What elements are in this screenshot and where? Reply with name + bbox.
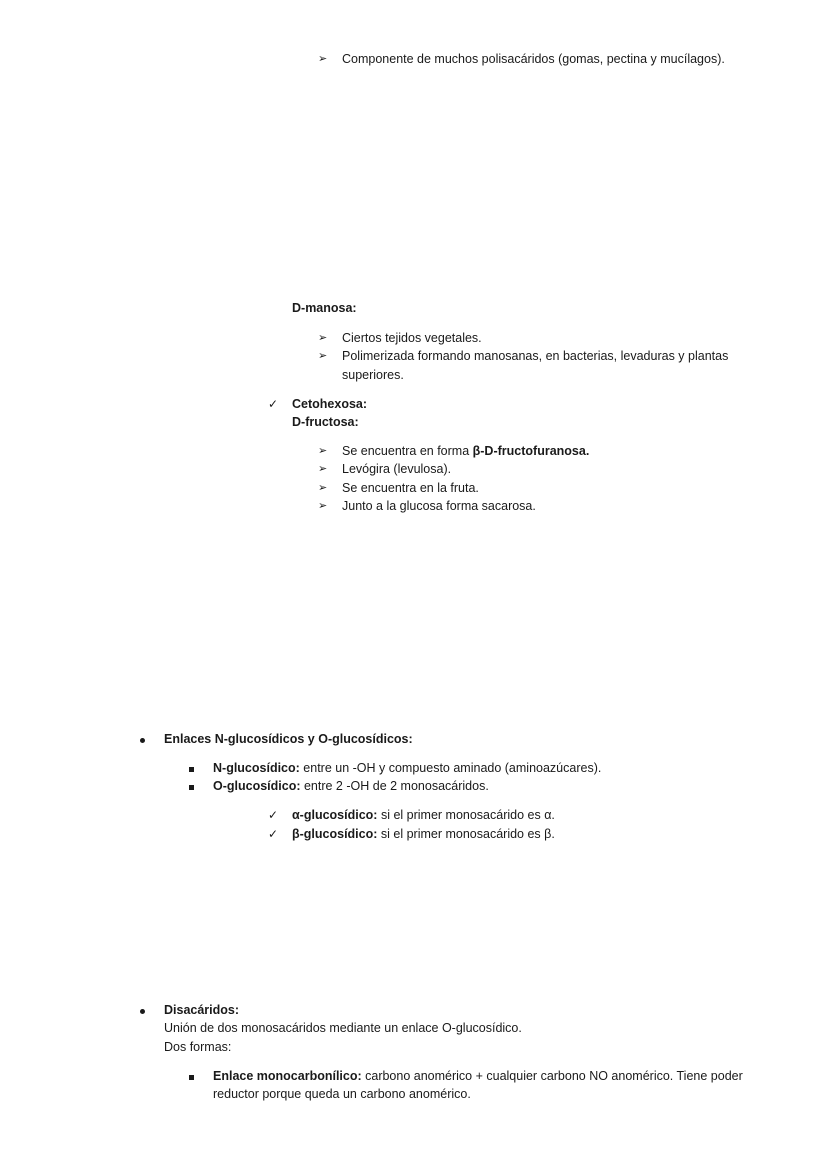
list-item: Levógira (levulosa). <box>342 462 452 476</box>
item-text: Se encuentra en forma <box>342 444 473 458</box>
section-heading: D-manosa: <box>292 301 357 315</box>
list-item-continuation: reductor porque queda un carbono anomérico. <box>213 1087 471 1101</box>
item-bold-text: Enlace monocarbonílico: <box>213 1069 362 1083</box>
item-bold-text: N-glucosídico: <box>213 761 300 775</box>
section-heading: Enlaces N-glucosídicos y O-glucosídicos: <box>164 732 413 746</box>
list-item <box>292 825 555 843</box>
list-item <box>213 777 489 795</box>
item-text: entre un -OH y compuesto aminado (aminoazúcares). <box>299 761 602 775</box>
item-bold-text: O-glucosídico: <box>213 779 301 793</box>
item-bold-text: β-D-fructofuranosa. <box>472 444 590 458</box>
arrow-bullet-icon: ➢ <box>318 332 328 344</box>
arrow-bullet-icon: ➢ <box>318 482 328 494</box>
item-text: entre 2 -OH de 2 monosacáridos. <box>300 779 489 793</box>
list-item <box>342 442 589 460</box>
arrow-bullet-icon: ➢ <box>318 53 328 65</box>
section-heading: Disacáridos: <box>164 1003 240 1017</box>
square-bullet-icon <box>189 759 194 777</box>
check-icon: ✓ <box>268 397 279 411</box>
section-heading: Cetohexosa: <box>292 397 368 411</box>
list-item <box>213 1067 743 1085</box>
paragraph: Dos formas: <box>164 1040 232 1054</box>
list-item-continuation: superiores. <box>342 368 404 382</box>
list-item <box>213 759 601 777</box>
bullet-dot-icon <box>140 730 145 748</box>
list-item: Ciertos tejidos vegetales. <box>342 331 482 345</box>
item-text: carbono anomérico + cualquier carbono NO anomérico. Tiene poder <box>361 1069 743 1083</box>
item-bold-text: β-glucosídico: <box>292 827 378 841</box>
item-text: si el primer monosacárido es β. <box>377 827 555 841</box>
list-item: Se encuentra en la fruta. <box>342 481 479 495</box>
arrow-bullet-icon: ➢ <box>318 463 328 475</box>
paragraph: Unión de dos monosacáridos mediante un enlace O-glucosídico. <box>164 1021 522 1035</box>
arrow-bullet-icon: ➢ <box>318 500 328 512</box>
list-item: Componente de muchos polisacáridos (gomas, pectina y mucílagos). <box>342 52 725 66</box>
arrow-bullet-icon: ➢ <box>318 350 328 362</box>
bullet-dot-icon <box>140 1001 145 1019</box>
square-bullet-icon <box>189 777 194 795</box>
check-icon: ✓ <box>268 808 279 822</box>
sub-heading: D-fructosa: <box>292 415 359 429</box>
arrow-bullet-icon: ➢ <box>318 445 328 457</box>
item-bold-text: α-glucosídico: <box>292 808 378 822</box>
list-item: Polimerizada formando manosanas, en bacterias, levaduras y plantas <box>342 349 729 363</box>
check-icon: ✓ <box>268 827 279 841</box>
list-item: Junto a la glucosa forma sacarosa. <box>342 499 536 513</box>
list-item <box>292 806 555 824</box>
square-bullet-icon <box>189 1067 194 1085</box>
item-text: si el primer monosacárido es α. <box>377 808 555 822</box>
